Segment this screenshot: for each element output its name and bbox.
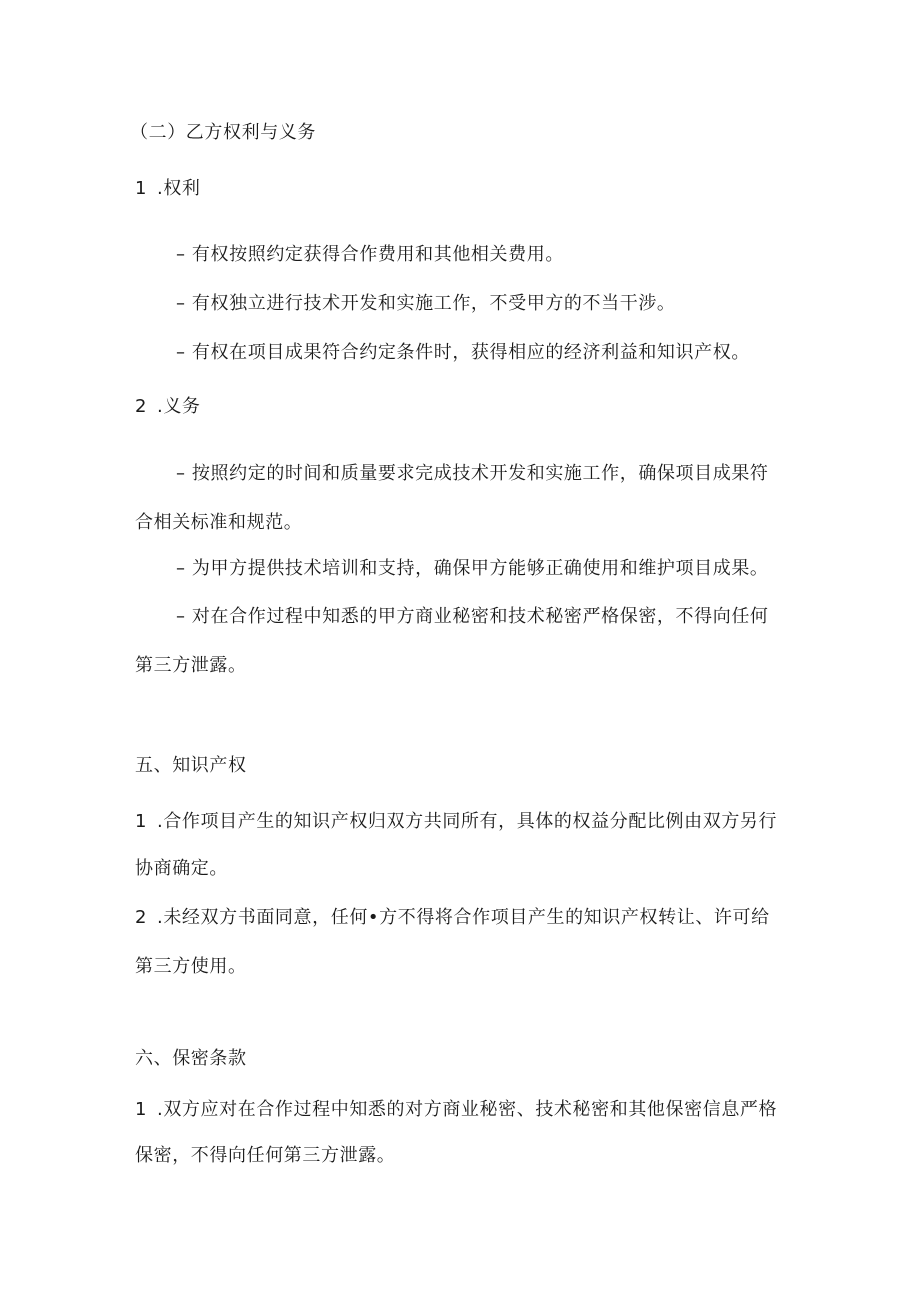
duties-item-3-line-2: 第三方泄露。 xyxy=(135,655,247,676)
duties-heading xyxy=(135,395,201,419)
ip-item-2-number: 2 xyxy=(135,907,148,928)
confidentiality-item-1-line-1 xyxy=(135,1098,777,1122)
section-heading-party-b: （二）乙方权利与义务 xyxy=(130,122,316,143)
duties-item-1-line-2: 合相关标准和规范。 xyxy=(135,512,303,533)
rights-title: .权利 xyxy=(157,178,201,199)
ip-item-1-line-1 xyxy=(135,810,777,834)
ip-item-1-number: 1 xyxy=(135,811,148,832)
confidentiality-item-1-text: .双方应对在合作过程中知悉的对方商业秘密、技术秘密和其他保密信息严格 xyxy=(157,1099,778,1120)
rights-item-3: – 有权在项目成果符合约定条件时，获得相应的经济利益和知识产权。 xyxy=(176,342,750,363)
ip-item-1-line-2: 协商确定。 xyxy=(135,858,228,879)
ip-item-2-text: .未经双方书面同意，任何•方不得将合作项目产生的知识产权转让、许可给 xyxy=(157,907,770,928)
duties-item-1-line-1: – 按照约定的时间和质量要求完成技术开发和实施工作，确保项目成果符 xyxy=(176,463,769,484)
section-heading-confidentiality: 六、保密条款 xyxy=(135,1048,247,1069)
ip-item-1-text: .合作项目产生的知识产权归双方共同所有，具体的权益分配比例由双方另行 xyxy=(157,811,778,832)
rights-number: 1 xyxy=(135,178,148,199)
confidentiality-item-1-number: 1 xyxy=(135,1099,148,1120)
rights-item-2: – 有权独立进行技术开发和实施工作，不受甲方的不当干涉。 xyxy=(176,293,676,314)
rights-heading xyxy=(135,177,201,201)
duties-item-2: – 为甲方提供技术培训和支持，确保甲方能够正确使用和维护项目成果。 xyxy=(176,558,769,579)
duties-number: 2 xyxy=(135,396,148,417)
rights-item-1: – 有权按照约定获得合作费用和其他相关费用。 xyxy=(176,244,564,265)
section-heading-ip: 五、知识产权 xyxy=(135,755,247,776)
duties-item-3-line-1: – 对在合作过程中知悉的甲方商业秘密和技术秘密严格保密，不得向任何 xyxy=(176,606,769,627)
confidentiality-item-1-line-2: 保密，不得向任何第三方泄露。 xyxy=(135,1145,396,1166)
ip-item-2-line-1 xyxy=(135,906,770,930)
duties-title: .义务 xyxy=(157,396,201,417)
ip-item-2-line-2: 第三方使用。 xyxy=(135,956,247,977)
